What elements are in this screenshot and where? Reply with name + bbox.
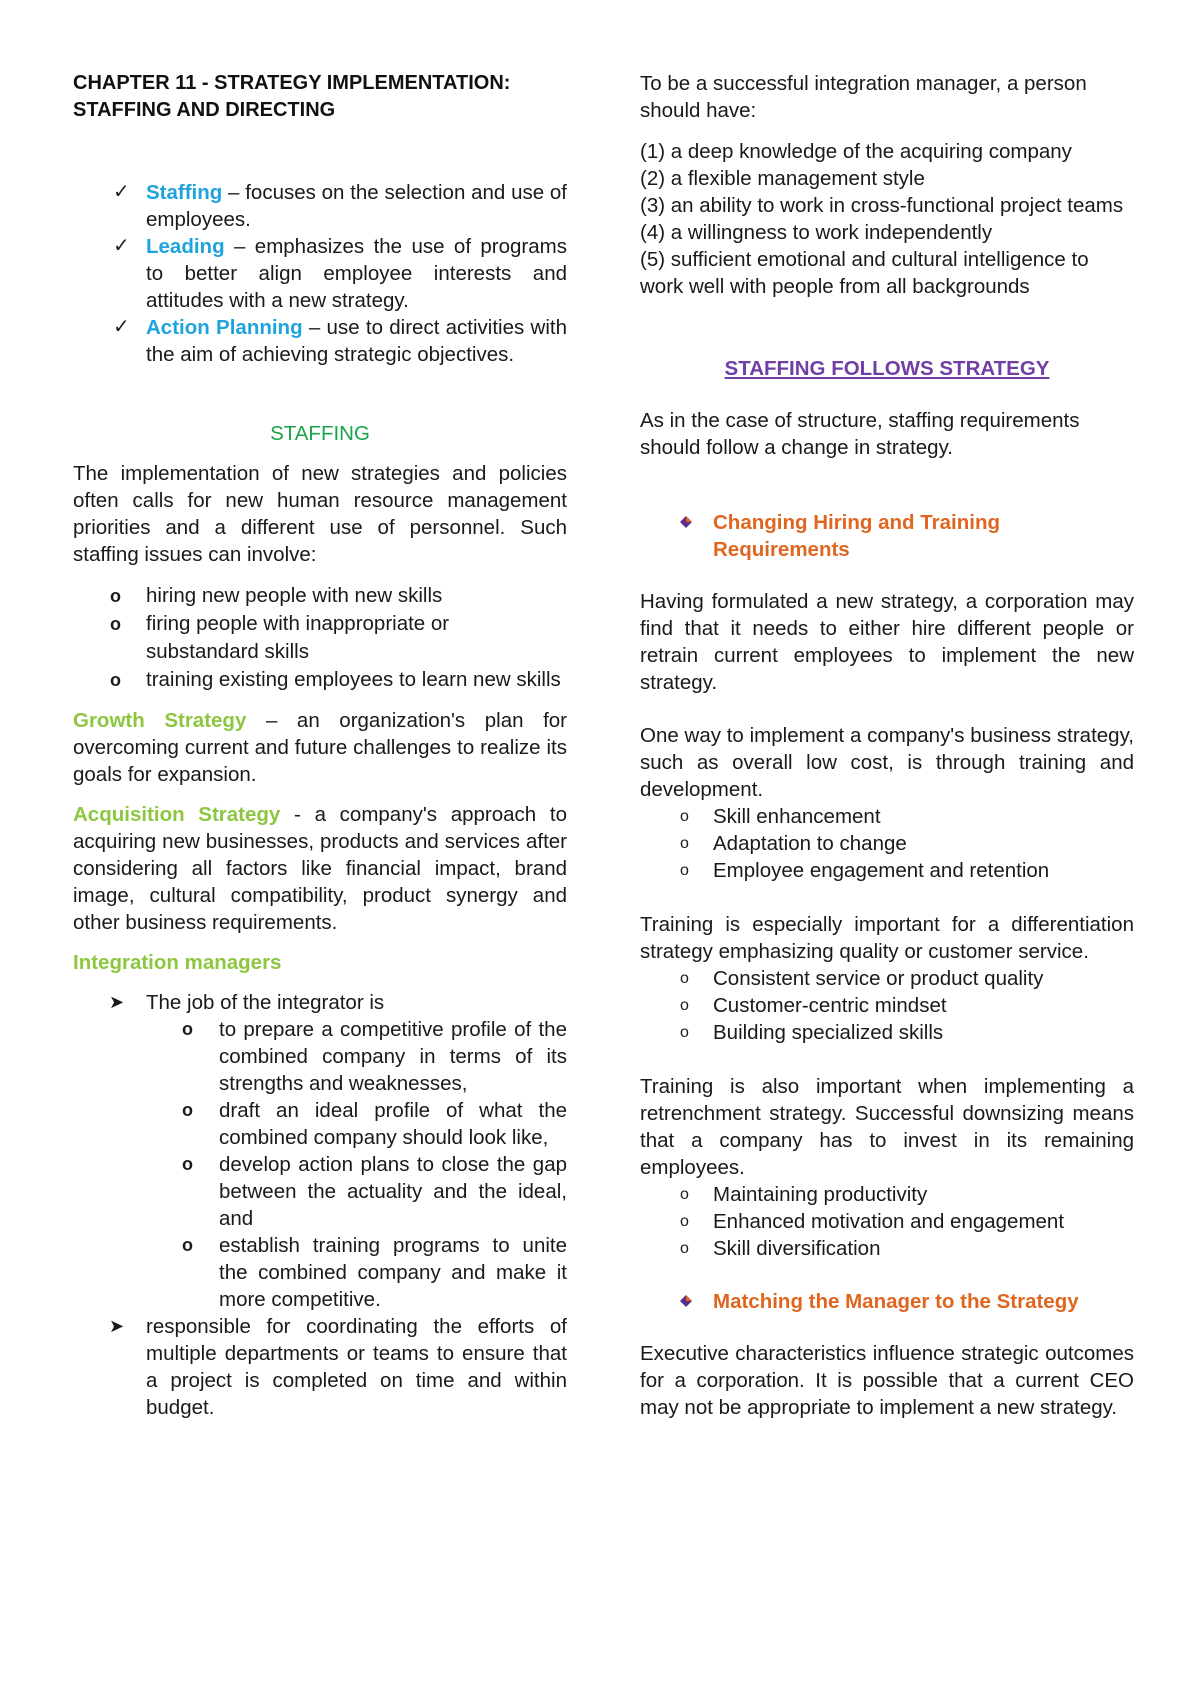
low-cost-list [640,803,1134,884]
low-cost-text: One way to implement a company's business strategy, such as overall low cost, is through training and development. [640,724,1134,801]
staffing-follows-strategy-heading: STAFFING FOLLOWS STRATEGY [724,357,1050,380]
list-item: (5) sufficient emotional and cultural intelligence to work well with people from all backgrounds [640,248,1089,298]
circle-bullet-icon: o [680,1240,689,1257]
list-item-text: Adaptation to change [713,832,907,855]
differentiation-text: Training is especially important for a differentiation strategy emphasizing quality or customer service. [640,913,1134,963]
list-item-text: responsible for coordinating the efforts of multiple departments or teams to ensure that a project is completed on time and within budget. [146,1315,567,1419]
heading-line: Requirements [713,538,850,561]
check-icon: ✓ [113,181,130,203]
list-item [640,1181,1134,1208]
arrow-bullet-icon: ➤ [109,992,125,1012]
term: Leading [146,235,225,258]
circle-bullet-icon: o [680,997,689,1014]
list-item-text: hiring new people with new skills [146,584,443,607]
diamond-bullet-icon [680,516,692,528]
circle-bullet-icon: o [110,614,121,634]
heading-line: Matching the Manager to the Strategy [713,1290,1079,1313]
circle-bullet-icon: o [182,1154,193,1174]
term: Growth Strategy [73,709,247,732]
definition-list [73,179,567,368]
integration-managers-heading: Integration managers [73,951,282,974]
staffing-heading: STAFFING [270,422,370,445]
circle-bullet-icon: o [110,670,121,690]
circle-bullet-icon: o [680,1213,689,1230]
list-item-text: firing people with inappropriate or substandard skills [146,612,450,663]
list-item [640,857,1134,884]
staffing-issues-list [73,582,567,694]
integration-intro: To be a successful integration manager, a person should have: [640,72,1087,122]
staffing-intro: The implementation of new strategies and policies often calls for new human resource management priorities and a different use of personnel. Such staffing issues can involve: [73,462,567,566]
list-item-text: training existing employees to learn new skills [146,668,561,691]
circle-bullet-icon: o [680,1024,689,1041]
staffing-follows-strategy-text: As in the case of structure, staffing requirements should follow a change in strategy. [640,409,1080,459]
definition-action-planning [73,314,567,368]
list-item-text: Customer-centric mindset [713,994,947,1017]
definition-leading [73,233,567,314]
list-item [73,989,567,1313]
hiring-text: Having formulated a new strategy, a corporation may find that it needs to either hire different people or retrain current employees to implement the new strategy. [640,590,1134,694]
list-item [640,1235,1134,1262]
list-item-text: Enhanced motivation and engagement [713,1210,1065,1233]
acquisition-strategy [73,801,567,936]
list-item-text: Skill diversification [713,1237,881,1260]
integrator-list [73,989,567,1421]
list-item [146,1016,567,1097]
definition-text: – use to direct activities with the aim of achieving strategic objectives. [146,316,567,366]
list-item-text: Employee engagement and retention [713,859,1050,882]
term: Acquisition Strategy [73,803,281,826]
circle-bullet-icon: o [680,808,689,825]
list-item [73,666,567,694]
list-item-text: Maintaining productivity [713,1183,928,1206]
circle-bullet-icon: o [680,970,689,987]
list-item [146,1151,567,1232]
right-column [640,70,1134,1421]
differentiation-list [640,965,1134,1046]
term: Action Planning [146,316,303,339]
list-item [73,1313,567,1421]
list-item: (2) a flexible management style [640,167,925,190]
list-item-text: Building specialized skills [713,1021,944,1044]
matching-manager-text: Executive characteristics influence strategic outcomes for a corporation. It is possible that a current CEO may not be appropriate to implement a new strategy. [640,1342,1134,1419]
left-column [73,70,567,1421]
list-item: (3) an ability to work in cross-functional project teams [640,194,1124,217]
definition-staffing [73,179,567,233]
hiring-training-heading [640,509,1134,563]
qualities-list [640,138,1134,300]
retrenchment-list [640,1181,1134,1262]
list-item-text: The job of the integrator is [146,991,385,1014]
circle-bullet-icon: o [680,862,689,879]
retrenchment-text: Training is also important when implementing a retrenchment strategy. Successful downsizing means that a company has to invest in its remaining employees. [640,1075,1134,1179]
circle-bullet-icon: o [110,586,121,606]
list-item-text: to prepare a competitive profile of the combined company in terms of its strengths and weaknesses, [219,1018,567,1095]
heading-line: Changing Hiring and Training [713,511,1000,534]
list-item [146,1232,567,1313]
list-item-text: draft an ideal profile of what the combined company should look like, [219,1099,567,1149]
arrow-bullet-icon: ➤ [109,1316,125,1336]
list-item [146,1097,567,1151]
check-icon: ✓ [113,235,130,257]
circle-bullet-icon: o [182,1235,193,1255]
list-item-text: develop action plans to close the gap between the actuality and the ideal, and [219,1153,567,1230]
list-item [640,1019,1134,1046]
definition-text: – an organization's plan for overcoming current and future challenges to realize its goals for expansion. [73,709,568,786]
matching-manager-heading [640,1288,1134,1315]
integrator-task-list [146,1016,567,1313]
list-item: (1) a deep knowledge of the acquiring company [640,140,1072,163]
definition-text: - a company's approach to acquiring new businesses, products and services after considering all factors like financial impact, brand image, cultural compatibility, product synergy and other business requirements. [73,803,567,934]
check-icon: ✓ [113,316,130,338]
definition-text: – focuses on the selection and use of employees. [146,181,567,231]
list-item [640,965,1134,992]
list-item [640,1208,1134,1235]
circle-bullet-icon: o [680,835,689,852]
list-item: (4) a willingness to work independently [640,221,993,244]
circle-bullet-icon: o [182,1100,193,1120]
list-item [640,803,1134,830]
circle-bullet-icon: o [182,1019,193,1039]
chapter-title: CHAPTER 11 - STRATEGY IMPLEMENTATION: [73,72,511,94]
list-item [640,830,1134,857]
growth-strategy [73,707,567,788]
circle-bullet-icon: o [680,1186,689,1203]
list-item [640,992,1134,1019]
list-item-text: Consistent service or product quality [713,967,1044,990]
definition-text: – emphasizes the use of programs to better align employee interests and attitudes with a new strategy. [146,235,567,312]
list-item-text: Skill enhancement [713,805,881,828]
term: Staffing [146,181,223,204]
list-item [73,582,567,610]
diamond-bullet-icon [680,1295,692,1307]
list-item-text: establish training programs to unite the combined company and make it more competitive. [219,1234,567,1311]
list-item [73,610,567,666]
chapter-subtitle: STAFFING AND DIRECTING [73,99,336,121]
